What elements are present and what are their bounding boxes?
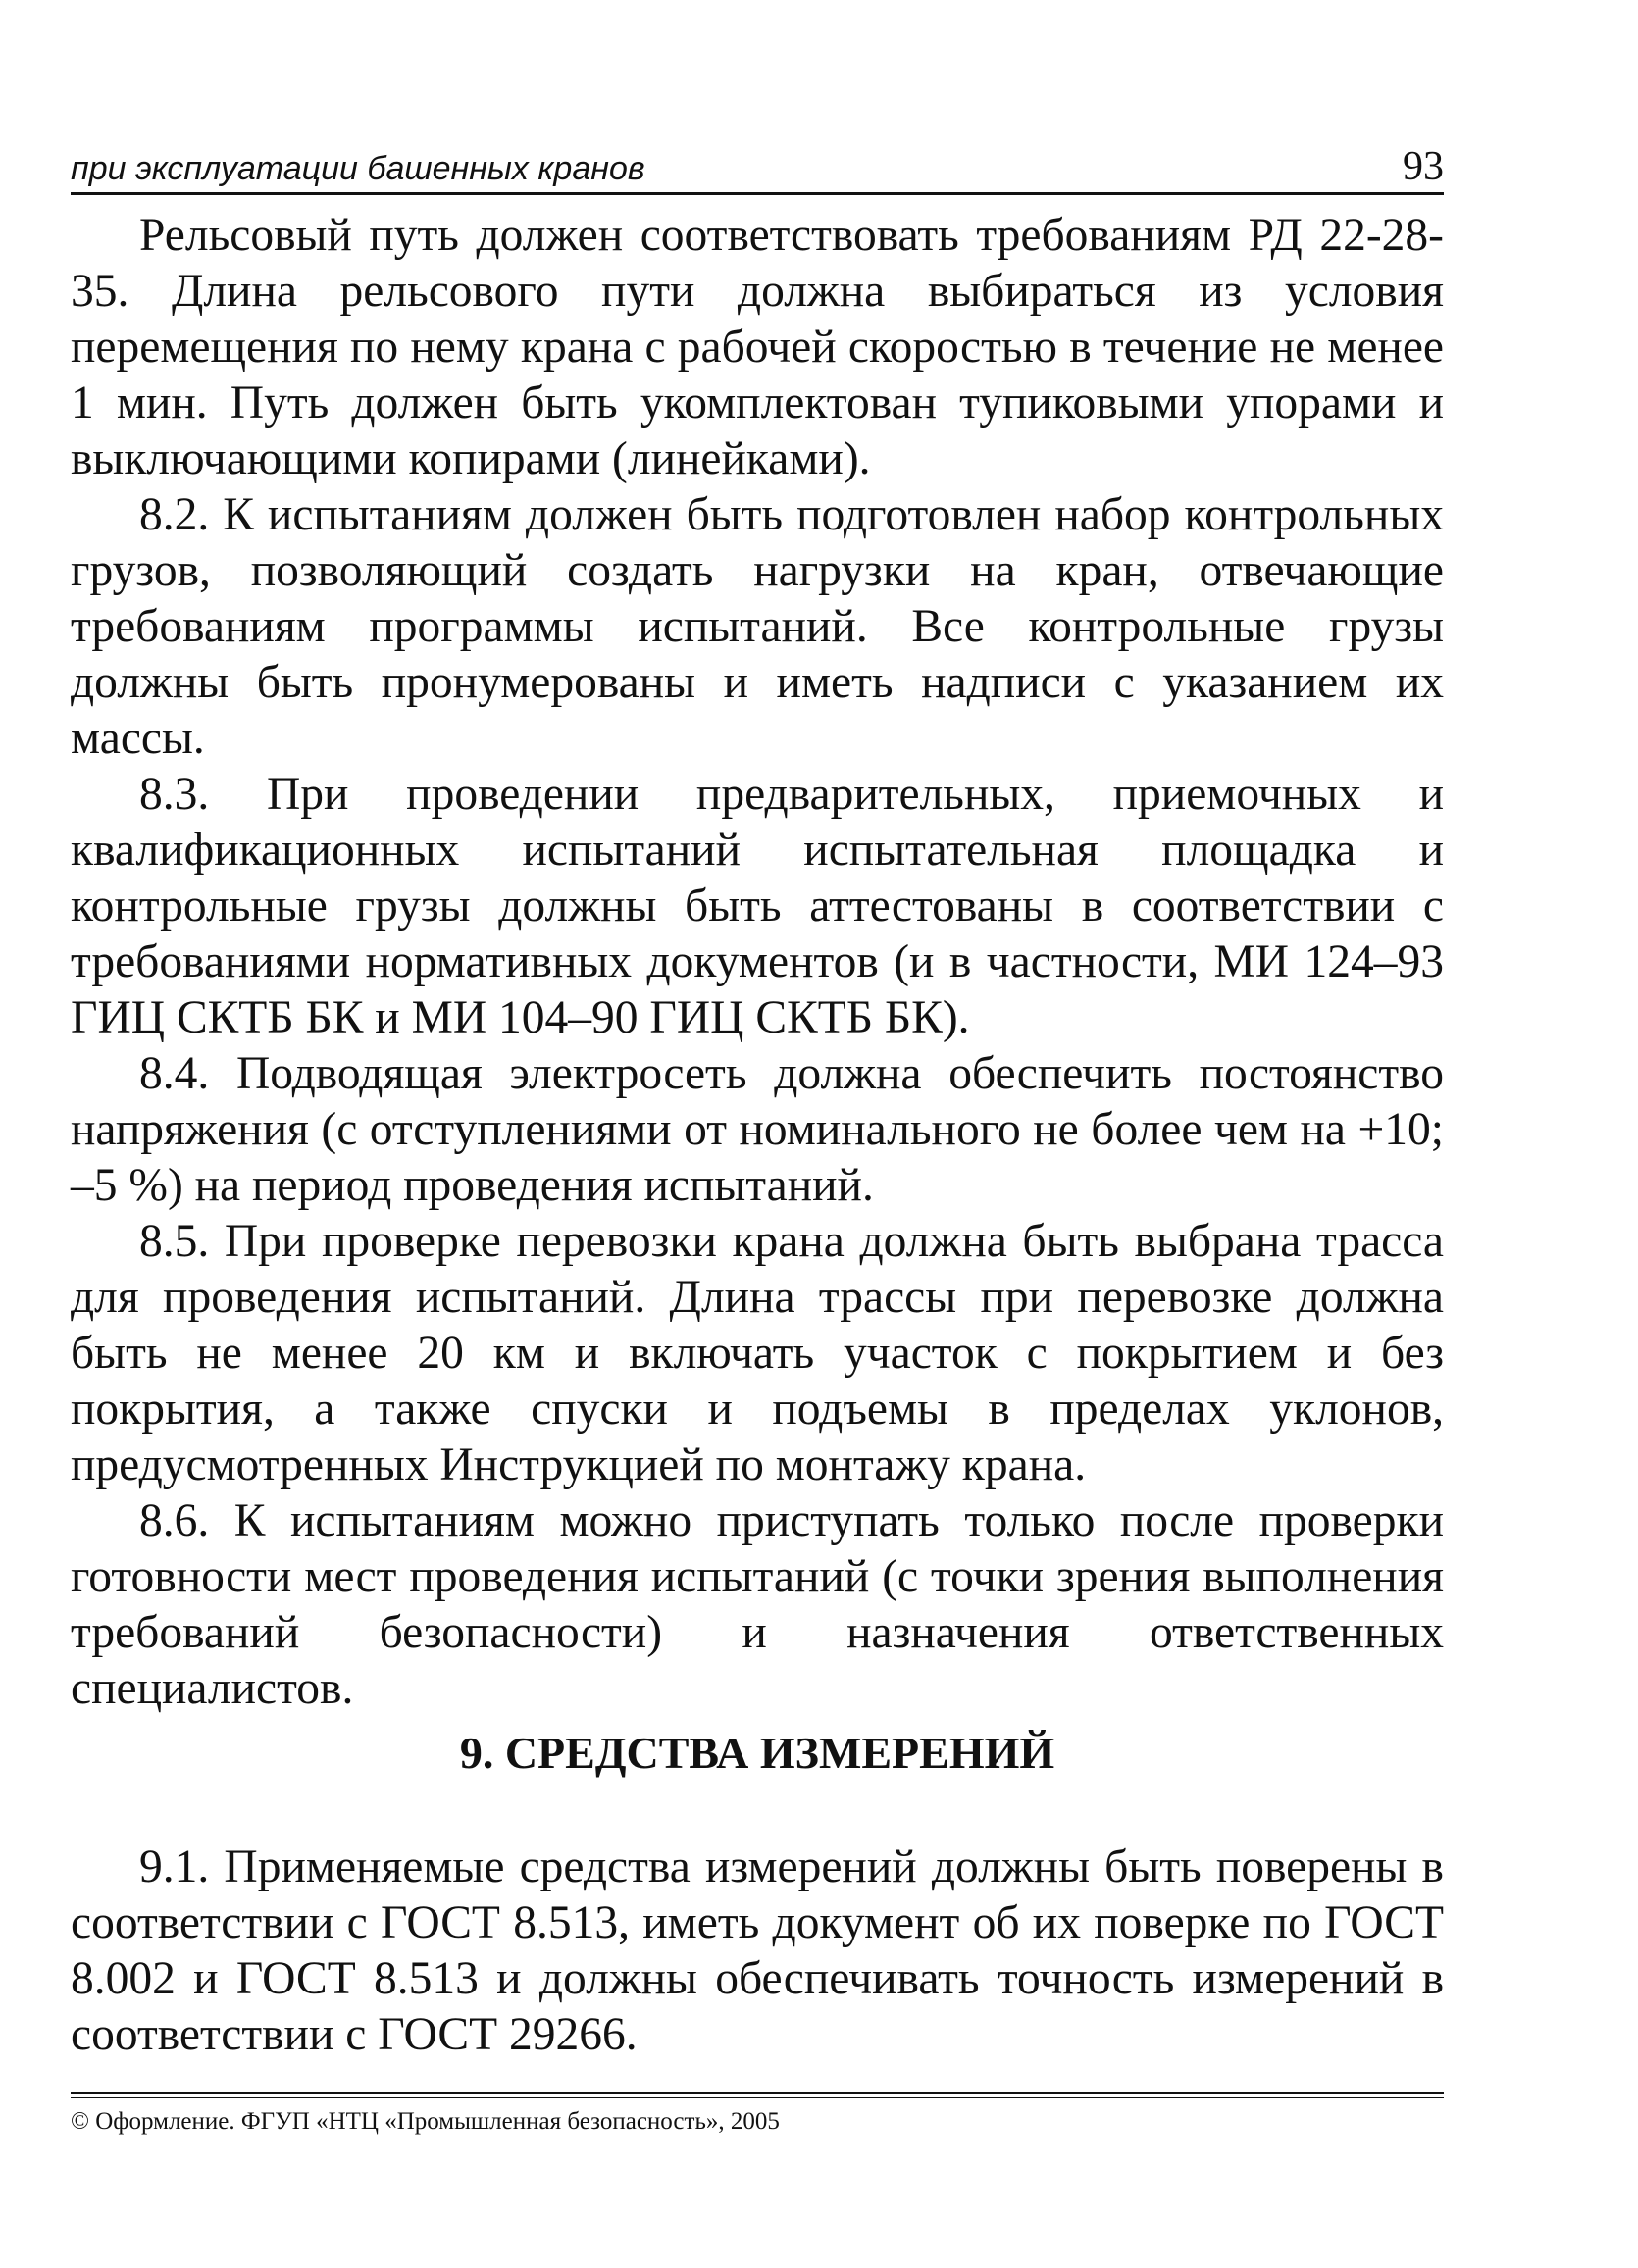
paragraph-9-1: 9.1. Применяемые средства измерений должны быть поверены в соответствии с ГОСТ 8.513, иметь документ об их поверке по ГОСТ 8.002 и ГОСТ 8.513 и должны обеспечивать точность измерений в соответствии с ГОСТ 29266. — [71, 1841, 1444, 2060]
paragraph-8-6: 8.6. К испытаниям можно приступать только после проверки готовности мест проведения испытаний (с точки зрения выполнения требований безопасности) и назначения ответственных специалистов. — [71, 1495, 1444, 1714]
page-number: 93 — [1403, 144, 1444, 189]
running-title: при эксплуатации башенных кранов — [71, 150, 645, 187]
paragraph-rail-track: Рельсовый путь должен соответствовать требованиям РД 22-28-35. Длина рельсового пути должна выбираться из условия перемещения по нему крана с рабочей скоростью в течение не менее 1 мин. Путь должен быть укомплектован тупиковыми упорами и выключающими копирами (линейками). — [71, 210, 1444, 484]
footer-divider — [71, 2092, 1444, 2094]
paragraph-8-2: 8.2. К испытаниям должен быть подготовлен набор контрольных грузов, позволяющий создать нагрузки на кран, отвечающие требованиям программы испытаний. Все контрольные грузы должны быть пронумерованы и иметь надписи с указанием их массы. — [71, 489, 1444, 764]
footer-copyright: © Оформление. ФГУП «НТЦ «Промышленная безопасность», 2005 — [71, 2108, 780, 2135]
body-text — [71, 208, 1444, 1717]
footer-divider-thin — [71, 2097, 1444, 2098]
paragraph-8-4: 8.4. Подводящая электросеть должна обеспечить постоянство напряжения (с отступлениями от номинального не более чем на +10; –5 %) на период проведения испытаний. — [71, 1048, 1444, 1211]
section-body — [71, 1840, 1444, 2063]
running-header — [71, 137, 1444, 195]
paragraph-8-5: 8.5. При проверке перевозки крана должна быть выбрана трасса для проведения испытаний. Длина трассы при перевозке должна быть не менее 20 км и включать участок с покрытием и без покрытия, а также спуски и подъемы в пределах уклонов, предусмотренных Инструкцией по монтажу крана. — [71, 1216, 1444, 1490]
section-heading: 9. СРЕДСТВА ИЗМЕРЕНИЙ — [459, 1728, 1055, 1778]
paragraph-8-3: 8.3. При проведении предварительных, приемочных и квалификационных испытаний испытательная площадка и контрольные грузы должны быть аттестованы в соответствии с требованиями нормативных документов (и в частности, МИ 124–93 ГИЦ СКТБ БК и МИ 104–90 ГИЦ СКТБ БК). — [71, 769, 1444, 1043]
